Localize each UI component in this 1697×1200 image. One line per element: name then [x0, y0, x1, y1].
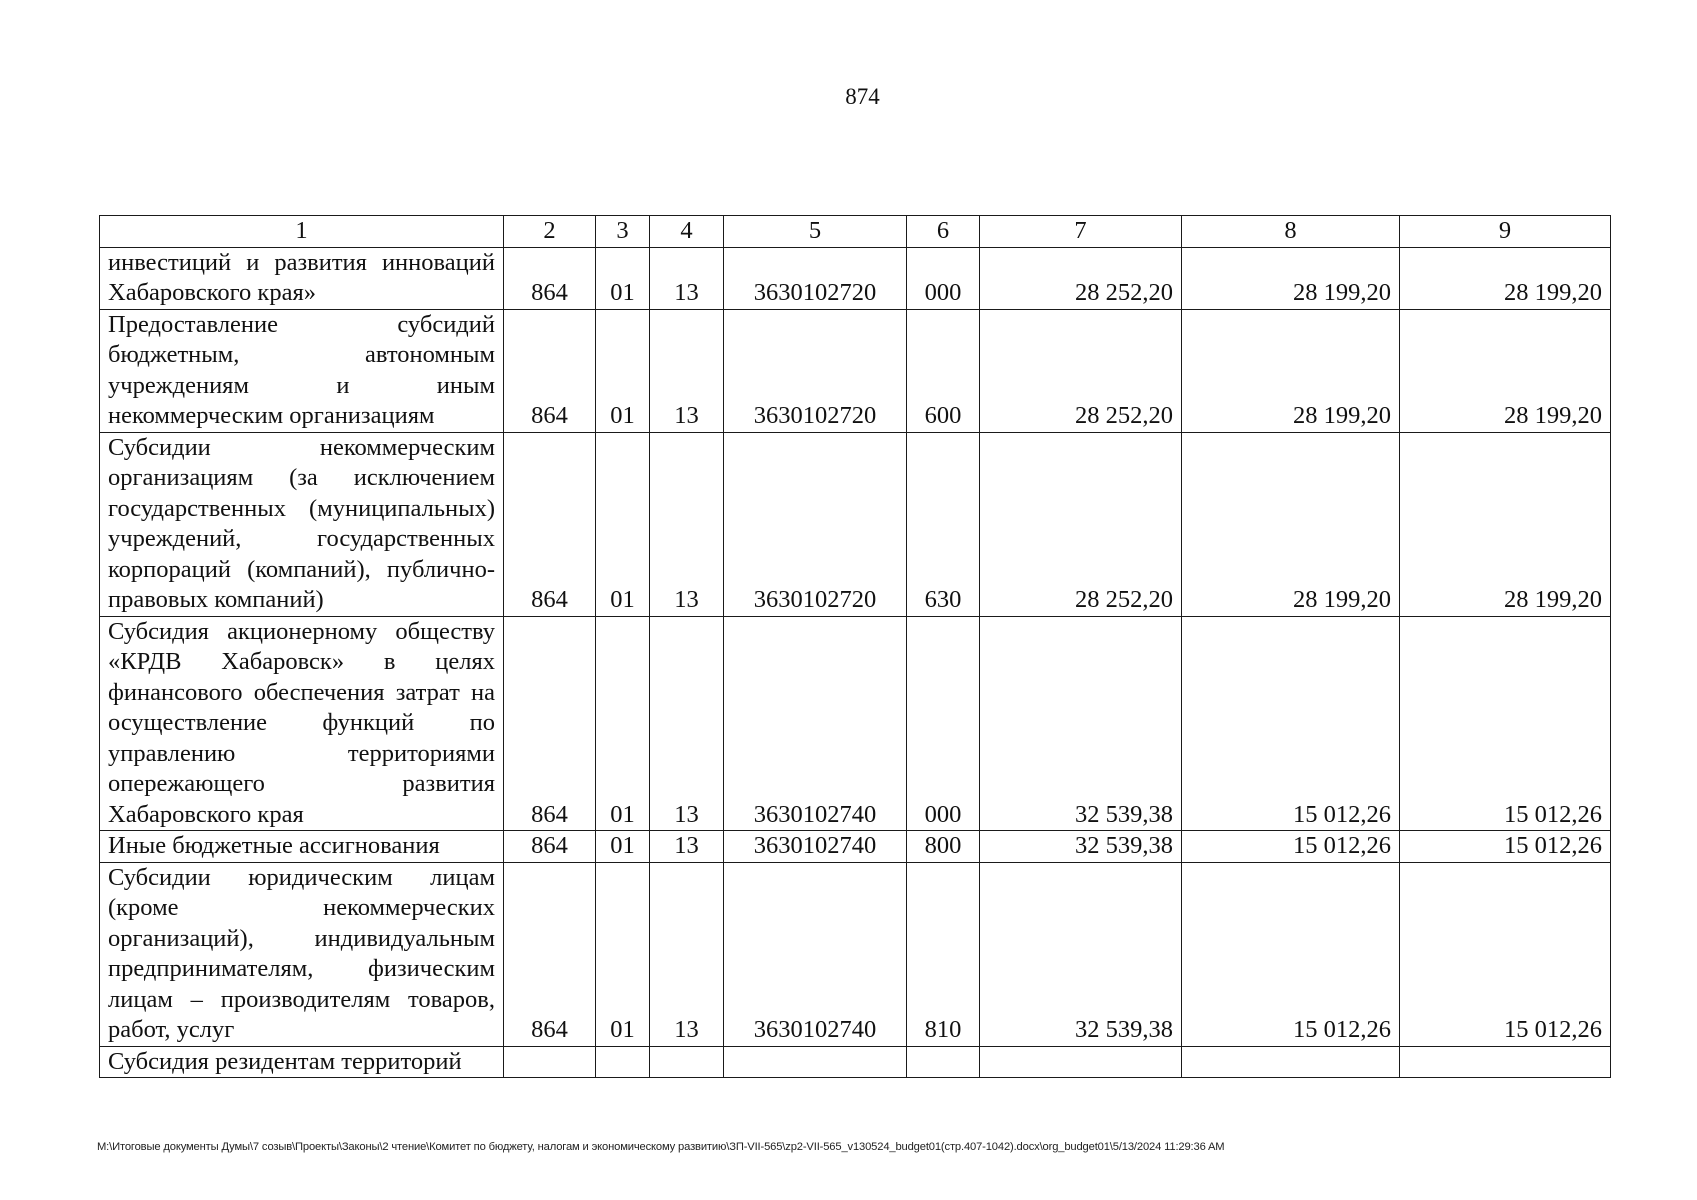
cell-section: 01 — [596, 247, 650, 309]
cell-target-article: 3630102720 — [724, 309, 907, 432]
cell-subsection: 13 — [650, 247, 724, 309]
cell-subsection: 13 — [650, 432, 724, 616]
cell-section: 01 — [596, 616, 650, 831]
column-header: 7 — [980, 216, 1182, 248]
cell-subsection: 13 — [650, 616, 724, 831]
cell-expense-type — [907, 1046, 980, 1078]
cell-amount-9: 15 012,26 — [1400, 862, 1611, 1046]
column-header: 5 — [724, 216, 907, 248]
cell-subsection: 13 — [650, 309, 724, 432]
cell-amount-9: 15 012,26 — [1400, 831, 1611, 863]
cell-target-article: 3630102740 — [724, 831, 907, 863]
column-header: 2 — [504, 216, 596, 248]
cell-subsection: 13 — [650, 831, 724, 863]
cell-amount-9 — [1400, 1046, 1611, 1078]
cell-section: 01 — [596, 831, 650, 863]
cell-amount-7: 28 252,20 — [980, 309, 1182, 432]
row-description: Субсидии некоммерческим организациям (за исключением государственных (муниципальных) учреждений, государственных корпораций (компаний), публично-правовых компаний) — [100, 432, 504, 616]
table-row — [100, 831, 1611, 863]
cell-section: 01 — [596, 309, 650, 432]
cell-ministry-code: 864 — [504, 309, 596, 432]
cell-amount-9: 28 199,20 — [1400, 247, 1611, 309]
cell-amount-7: 32 539,38 — [980, 831, 1182, 863]
row-description: Предоставление субсидий бюджетным, автономным учреждениям и иным некоммерческим организациям — [100, 309, 504, 432]
cell-amount-9: 28 199,20 — [1400, 432, 1611, 616]
row-description: Субсидии юридическим лицам (кроме некоммерческих организаций), индивидуальным предпринимателям, физическим лицам – производителям товаров, работ, услуг — [100, 862, 504, 1046]
budget-table — [99, 215, 1611, 1078]
cell-ministry-code: 864 — [504, 432, 596, 616]
cell-amount-8: 15 012,26 — [1182, 831, 1400, 863]
cell-expense-type: 600 — [907, 309, 980, 432]
cell-ministry-code: 864 — [504, 616, 596, 831]
column-header: 1 — [100, 216, 504, 248]
cell-subsection: 13 — [650, 862, 724, 1046]
cell-ministry-code: 864 — [504, 831, 596, 863]
cell-expense-type: 000 — [907, 616, 980, 831]
cell-expense-type: 800 — [907, 831, 980, 863]
footer-file-path: M:\Итоговые документы Думы\7 созыв\Проекты\Законы\2 чтение\Комитет по бюджету, налогам и экономическому развитию\ЗП-VII-565\zp2-VII-565_v130524_budget01(стр.407-1042).docx\org_budget01\5/13/2024 11:29:36 AM — [97, 1141, 1225, 1153]
column-header: 4 — [650, 216, 724, 248]
cell-target-article: 3630102740 — [724, 616, 907, 831]
row-description: Иные бюджетные ассигнования — [100, 831, 504, 863]
cell-subsection — [650, 1046, 724, 1078]
cell-amount-9: 28 199,20 — [1400, 309, 1611, 432]
cell-amount-7: 32 539,38 — [980, 616, 1182, 831]
table-row — [100, 1046, 1611, 1078]
cell-ministry-code: 864 — [504, 862, 596, 1046]
table-row — [100, 862, 1611, 1046]
cell-amount-9: 15 012,26 — [1400, 616, 1611, 831]
table-row — [100, 247, 1611, 309]
cell-expense-type: 810 — [907, 862, 980, 1046]
cell-amount-8: 28 199,20 — [1182, 247, 1400, 309]
page-number: 874 — [845, 84, 880, 109]
column-header: 6 — [907, 216, 980, 248]
table-header-row — [100, 216, 1611, 248]
cell-target-article — [724, 1046, 907, 1078]
table-row — [100, 309, 1611, 432]
column-header: 3 — [596, 216, 650, 248]
cell-target-article: 3630102720 — [724, 432, 907, 616]
column-header: 9 — [1400, 216, 1611, 248]
cell-amount-8 — [1182, 1046, 1400, 1078]
cell-ministry-code: 864 — [504, 247, 596, 309]
cell-ministry-code — [504, 1046, 596, 1078]
cell-amount-8: 15 012,26 — [1182, 616, 1400, 831]
cell-amount-8: 15 012,26 — [1182, 862, 1400, 1046]
cell-amount-7: 32 539,38 — [980, 862, 1182, 1046]
cell-target-article: 3630102720 — [724, 247, 907, 309]
cell-amount-7: 28 252,20 — [980, 247, 1182, 309]
cell-amount-7 — [980, 1046, 1182, 1078]
cell-amount-8: 28 199,20 — [1182, 309, 1400, 432]
row-description: инвестиций и развития инноваций Хабаровского края» — [100, 247, 504, 309]
cell-expense-type: 630 — [907, 432, 980, 616]
cell-section: 01 — [596, 432, 650, 616]
cell-amount-7: 28 252,20 — [980, 432, 1182, 616]
table-row — [100, 432, 1611, 616]
column-header: 8 — [1182, 216, 1400, 248]
row-description: Субсидия резидентам территорий — [100, 1046, 504, 1078]
cell-section — [596, 1046, 650, 1078]
row-description: Субсидия акционерному обществу «КРДВ Хабаровск» в целях финансового обеспечения затрат на осуществление функций по управлению территориями опережающего развития Хабаровского края — [100, 616, 504, 831]
cell-amount-8: 28 199,20 — [1182, 432, 1400, 616]
cell-target-article: 3630102740 — [724, 862, 907, 1046]
cell-section: 01 — [596, 862, 650, 1046]
cell-expense-type: 000 — [907, 247, 980, 309]
table-row — [100, 616, 1611, 831]
